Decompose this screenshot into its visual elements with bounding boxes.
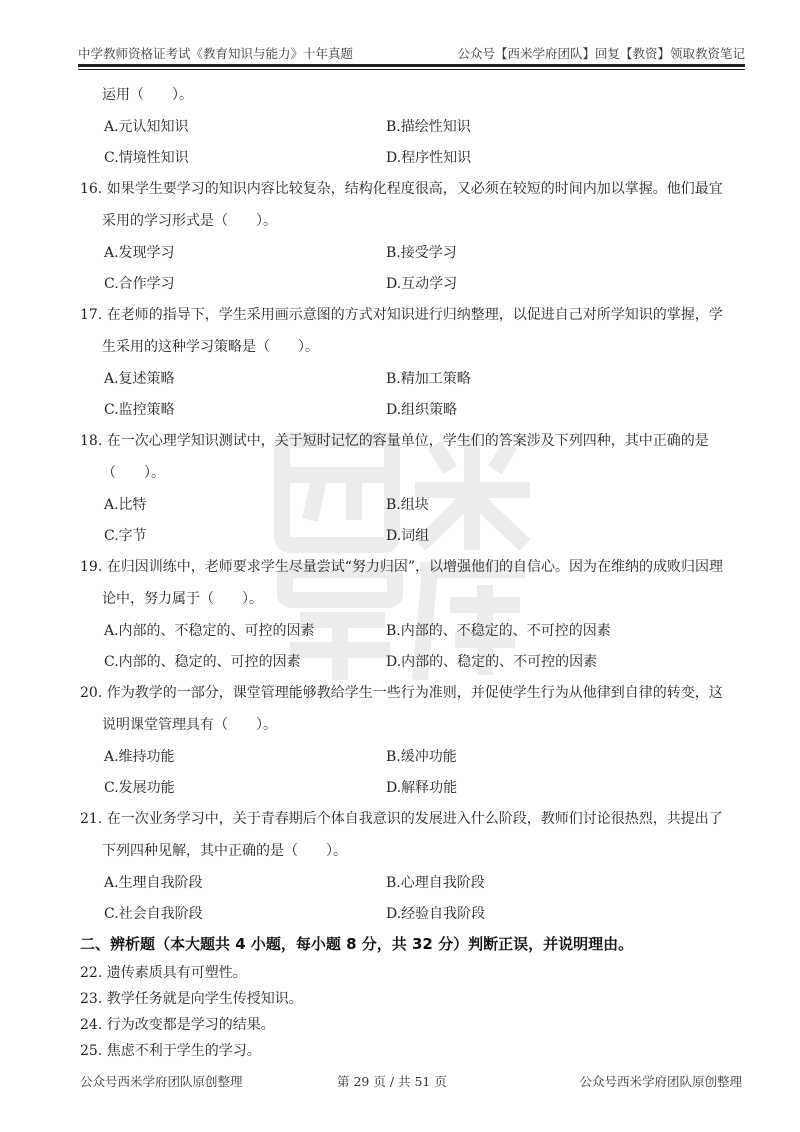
option-d: D.内部的、稳定的、不可控的因素 bbox=[386, 654, 598, 670]
statement-22: 22. 遗传素质具有可塑性。 bbox=[80, 965, 247, 981]
option-c: C.发展功能 bbox=[104, 780, 175, 796]
question-18-line-2: （ ）。 bbox=[102, 465, 165, 481]
option-a: A.复述策略 bbox=[104, 371, 175, 387]
footer-left: 公众号西米学府团队原创整理 bbox=[80, 1074, 243, 1089]
page-number: 第 29 页 / 共 51 页 bbox=[337, 1074, 447, 1089]
question-17-line-2: 生采用的这种学习策略是（ ）。 bbox=[102, 339, 319, 355]
header-exam-title: 中学教师资格证考试《教育知识与能力》十年真题 bbox=[78, 46, 354, 61]
option-a: A.比特 bbox=[104, 497, 147, 513]
option-a: A.生理自我阶段 bbox=[104, 875, 203, 891]
statement-24: 24. 行为改变都是学习的结果。 bbox=[80, 1017, 275, 1033]
question-19-line-1: 19. 在归因训练中，老师要求学生尽量尝试“努力归因”，以增强他们的自信心。因为在维纳的成败归因理 bbox=[80, 559, 724, 575]
statement-23: 23. 教学任务就是向学生传授知识。 bbox=[80, 991, 303, 1007]
option-a: A.元认知知识 bbox=[104, 119, 189, 135]
option-c: C.情境性知识 bbox=[104, 150, 189, 166]
option-b: B.描绘性知识 bbox=[386, 119, 471, 135]
option-c: C.社会自我阶段 bbox=[104, 906, 203, 922]
question-19-line-2: 论中，努力属于（ ）。 bbox=[102, 591, 263, 607]
option-b: B.接受学习 bbox=[386, 245, 457, 261]
question-17-line-1: 17. 在老师的指导下，学生采用画示意图的方式对知识进行归纳整理，以促进自己对所学知识的掌握，学 bbox=[80, 307, 723, 323]
section-title: 二、辨析题（本大题共 4 小题，每小题 8 分，共 32 分）判断正误，并说明理由。 bbox=[80, 935, 634, 953]
option-c: C.监控策略 bbox=[104, 402, 175, 418]
question-20-line-1: 20. 作为教学的一部分，课堂管理能够教给学生一些行为准则，并促使学生行为从他律到自律的转变，这 bbox=[80, 685, 723, 701]
option-c: C.合作学习 bbox=[104, 276, 175, 292]
question-16-line-2: 采用的学习形式是（ ）。 bbox=[102, 213, 277, 229]
question-18-line-1: 18. 在一次心理学知识测试中，关于短时记忆的容量单位，学生们的答案涉及下列四种，其中正确的是 bbox=[80, 433, 709, 449]
option-d: D.组织策略 bbox=[386, 402, 458, 418]
question-16-line-1: 16. 如果学生要学习的知识内容比较复杂，结构化程度很高，又必须在较短的时间内加以掌握。他们最宜 bbox=[80, 181, 723, 197]
statement-25: 25. 焦虑不利于学生的学习。 bbox=[80, 1043, 261, 1059]
question-21-line-1: 21. 在一次业务学习中，关于青春期后个体自我意识的发展进入什么阶段，教师们讨论很热烈，共提出了 bbox=[80, 811, 723, 827]
option-a: A.内部的、不稳定的、可控的因素 bbox=[104, 623, 315, 639]
option-d: D.经验自我阶段 bbox=[386, 906, 486, 922]
option-d: D.互动学习 bbox=[386, 276, 458, 292]
option-d: D.解释功能 bbox=[386, 780, 458, 796]
option-c: C.字节 bbox=[104, 528, 147, 544]
option-a: A.维持功能 bbox=[104, 749, 175, 765]
footer-right: 公众号西米学府团队原创整理 bbox=[579, 1074, 742, 1089]
option-d: D.程序性知识 bbox=[386, 150, 472, 166]
question-20-line-2: 说明课堂管理具有（ ）。 bbox=[102, 717, 277, 733]
option-b: B.缓冲功能 bbox=[386, 749, 457, 765]
question-21-line-2: 下列四种见解，其中正确的是（ ）。 bbox=[102, 843, 347, 859]
option-b: B.心理自我阶段 bbox=[386, 875, 485, 891]
option-b: B.精加工策略 bbox=[386, 371, 471, 387]
option-d: D.词组 bbox=[386, 528, 430, 544]
carryover-line: 运用（ ）。 bbox=[102, 87, 193, 103]
option-b: B.组块 bbox=[386, 497, 429, 513]
option-b: B.内部的、不稳定的、不可控的因素 bbox=[386, 623, 611, 639]
header-promo-text: 公众号【西米学府团队】回复【教资】领取教资笔记 bbox=[457, 46, 745, 61]
option-c: C.内部的、稳定的、可控的因素 bbox=[104, 654, 301, 670]
option-a: A.发现学习 bbox=[104, 245, 175, 261]
